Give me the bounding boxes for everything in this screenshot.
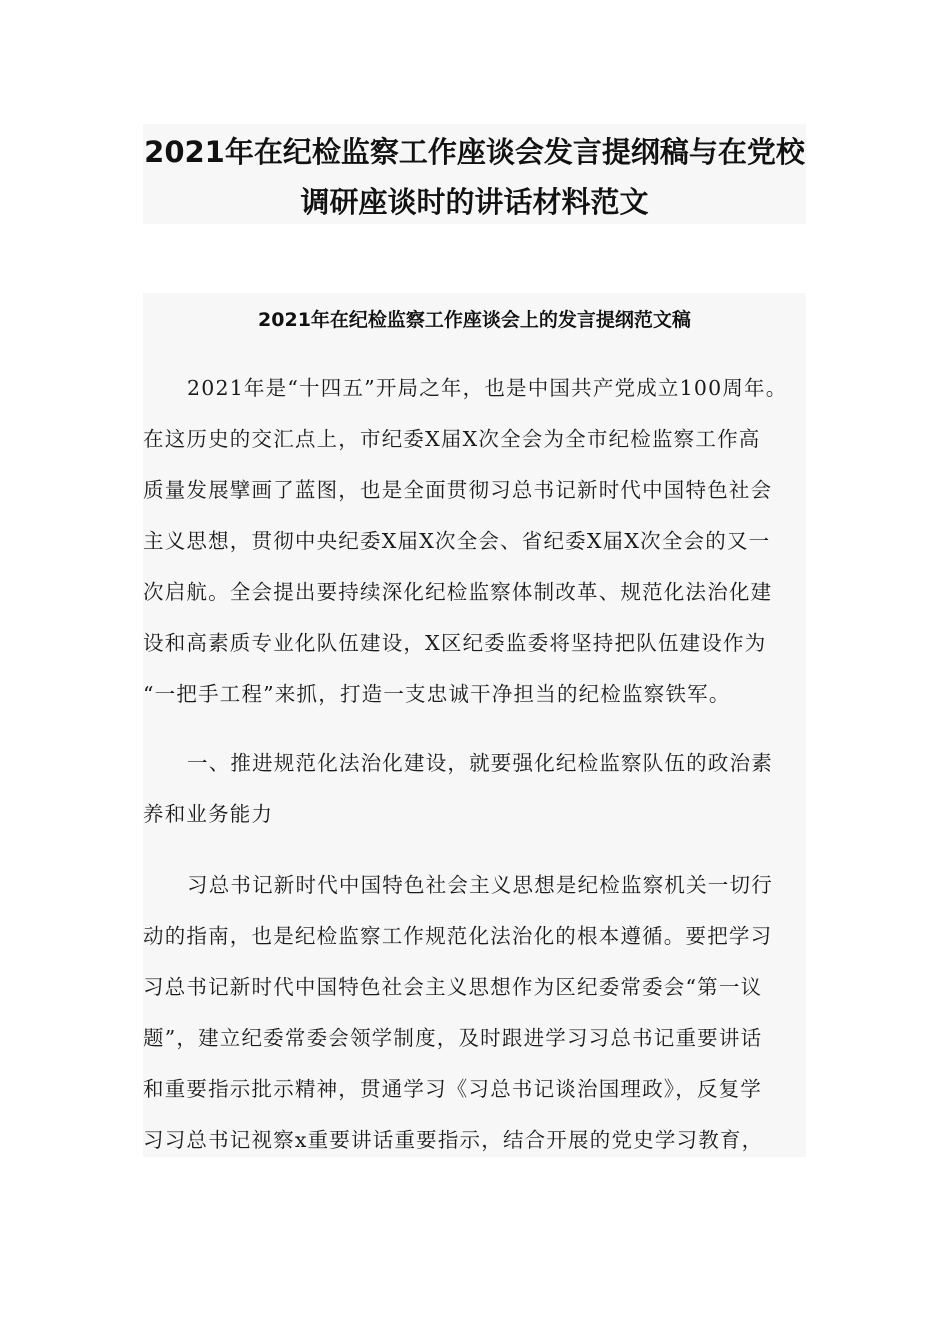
paragraph-line: 在这历史的交汇点上，市纪委X届X次全会为全市纪检监察工作高 [143, 427, 761, 451]
heading-line: 养和业务能力 [143, 802, 274, 826]
paragraph-line: 次启航。全会提出要持续深化纪检监察体制改革、规范化法治化建 [143, 580, 773, 604]
document-title [143, 124, 806, 224]
heading-line: 一、推进规范化法治化建设，就要强化纪检监察队伍的政治素 [187, 751, 773, 775]
paragraph-line: “一把手工程”来抓，打造一支忠诚干净担当的纪检监察铁军。 [143, 682, 731, 706]
paragraph-line: 动的指南，也是纪检监察工作规范化法治化的根本遵循。要把学习 [143, 924, 773, 948]
paragraph-line: 质量发展擘画了蓝图，也是全面贯彻习总书记新时代中国特色社会 [143, 478, 773, 502]
paragraph-line: 设和高素质专业化队伍建设，X区纪委监委将坚持把队伍建设作为 [143, 631, 767, 655]
section-subtitle: 2021年在纪检监察工作座谈会上的发言提纲范文稿 [258, 309, 691, 331]
paragraph-line: 2021年是“十四五”开局之年，也是中国共产党成立100周年。 [187, 376, 788, 400]
paragraph-body [143, 860, 806, 1166]
paragraph-line: 习总书记新时代中国特色社会主义思想作为区纪委常委会“第一议 [143, 975, 763, 999]
document-body [143, 293, 806, 1157]
paragraph-line: 题”，建立纪委常委会领学制度，及时跟进学习习总书记重要讲话 [143, 1026, 763, 1050]
title-line-1: 2021年在纪检监察工作座谈会发言提纲稿与在党校 [144, 135, 805, 169]
paragraph-intro [143, 363, 806, 720]
section-heading-1 [143, 738, 806, 840]
paragraph-line: 主义思想，贯彻中央纪委X届X次全会、省纪委X届X次全会的又一 [143, 529, 771, 553]
paragraph-line: 习习总书记视察x重要讲话重要指示，结合开展的党史学习教育， [143, 1128, 764, 1152]
paragraph-line: 和重要指示批示精神，贯通学习《习总书记谈治国理政》，反复学 [143, 1077, 763, 1101]
title-line-2: 调研座谈时的讲话材料范文 [300, 185, 649, 219]
paragraph-line: 习总书记新时代中国特色社会主义思想是纪检监察机关一切行 [187, 873, 773, 897]
